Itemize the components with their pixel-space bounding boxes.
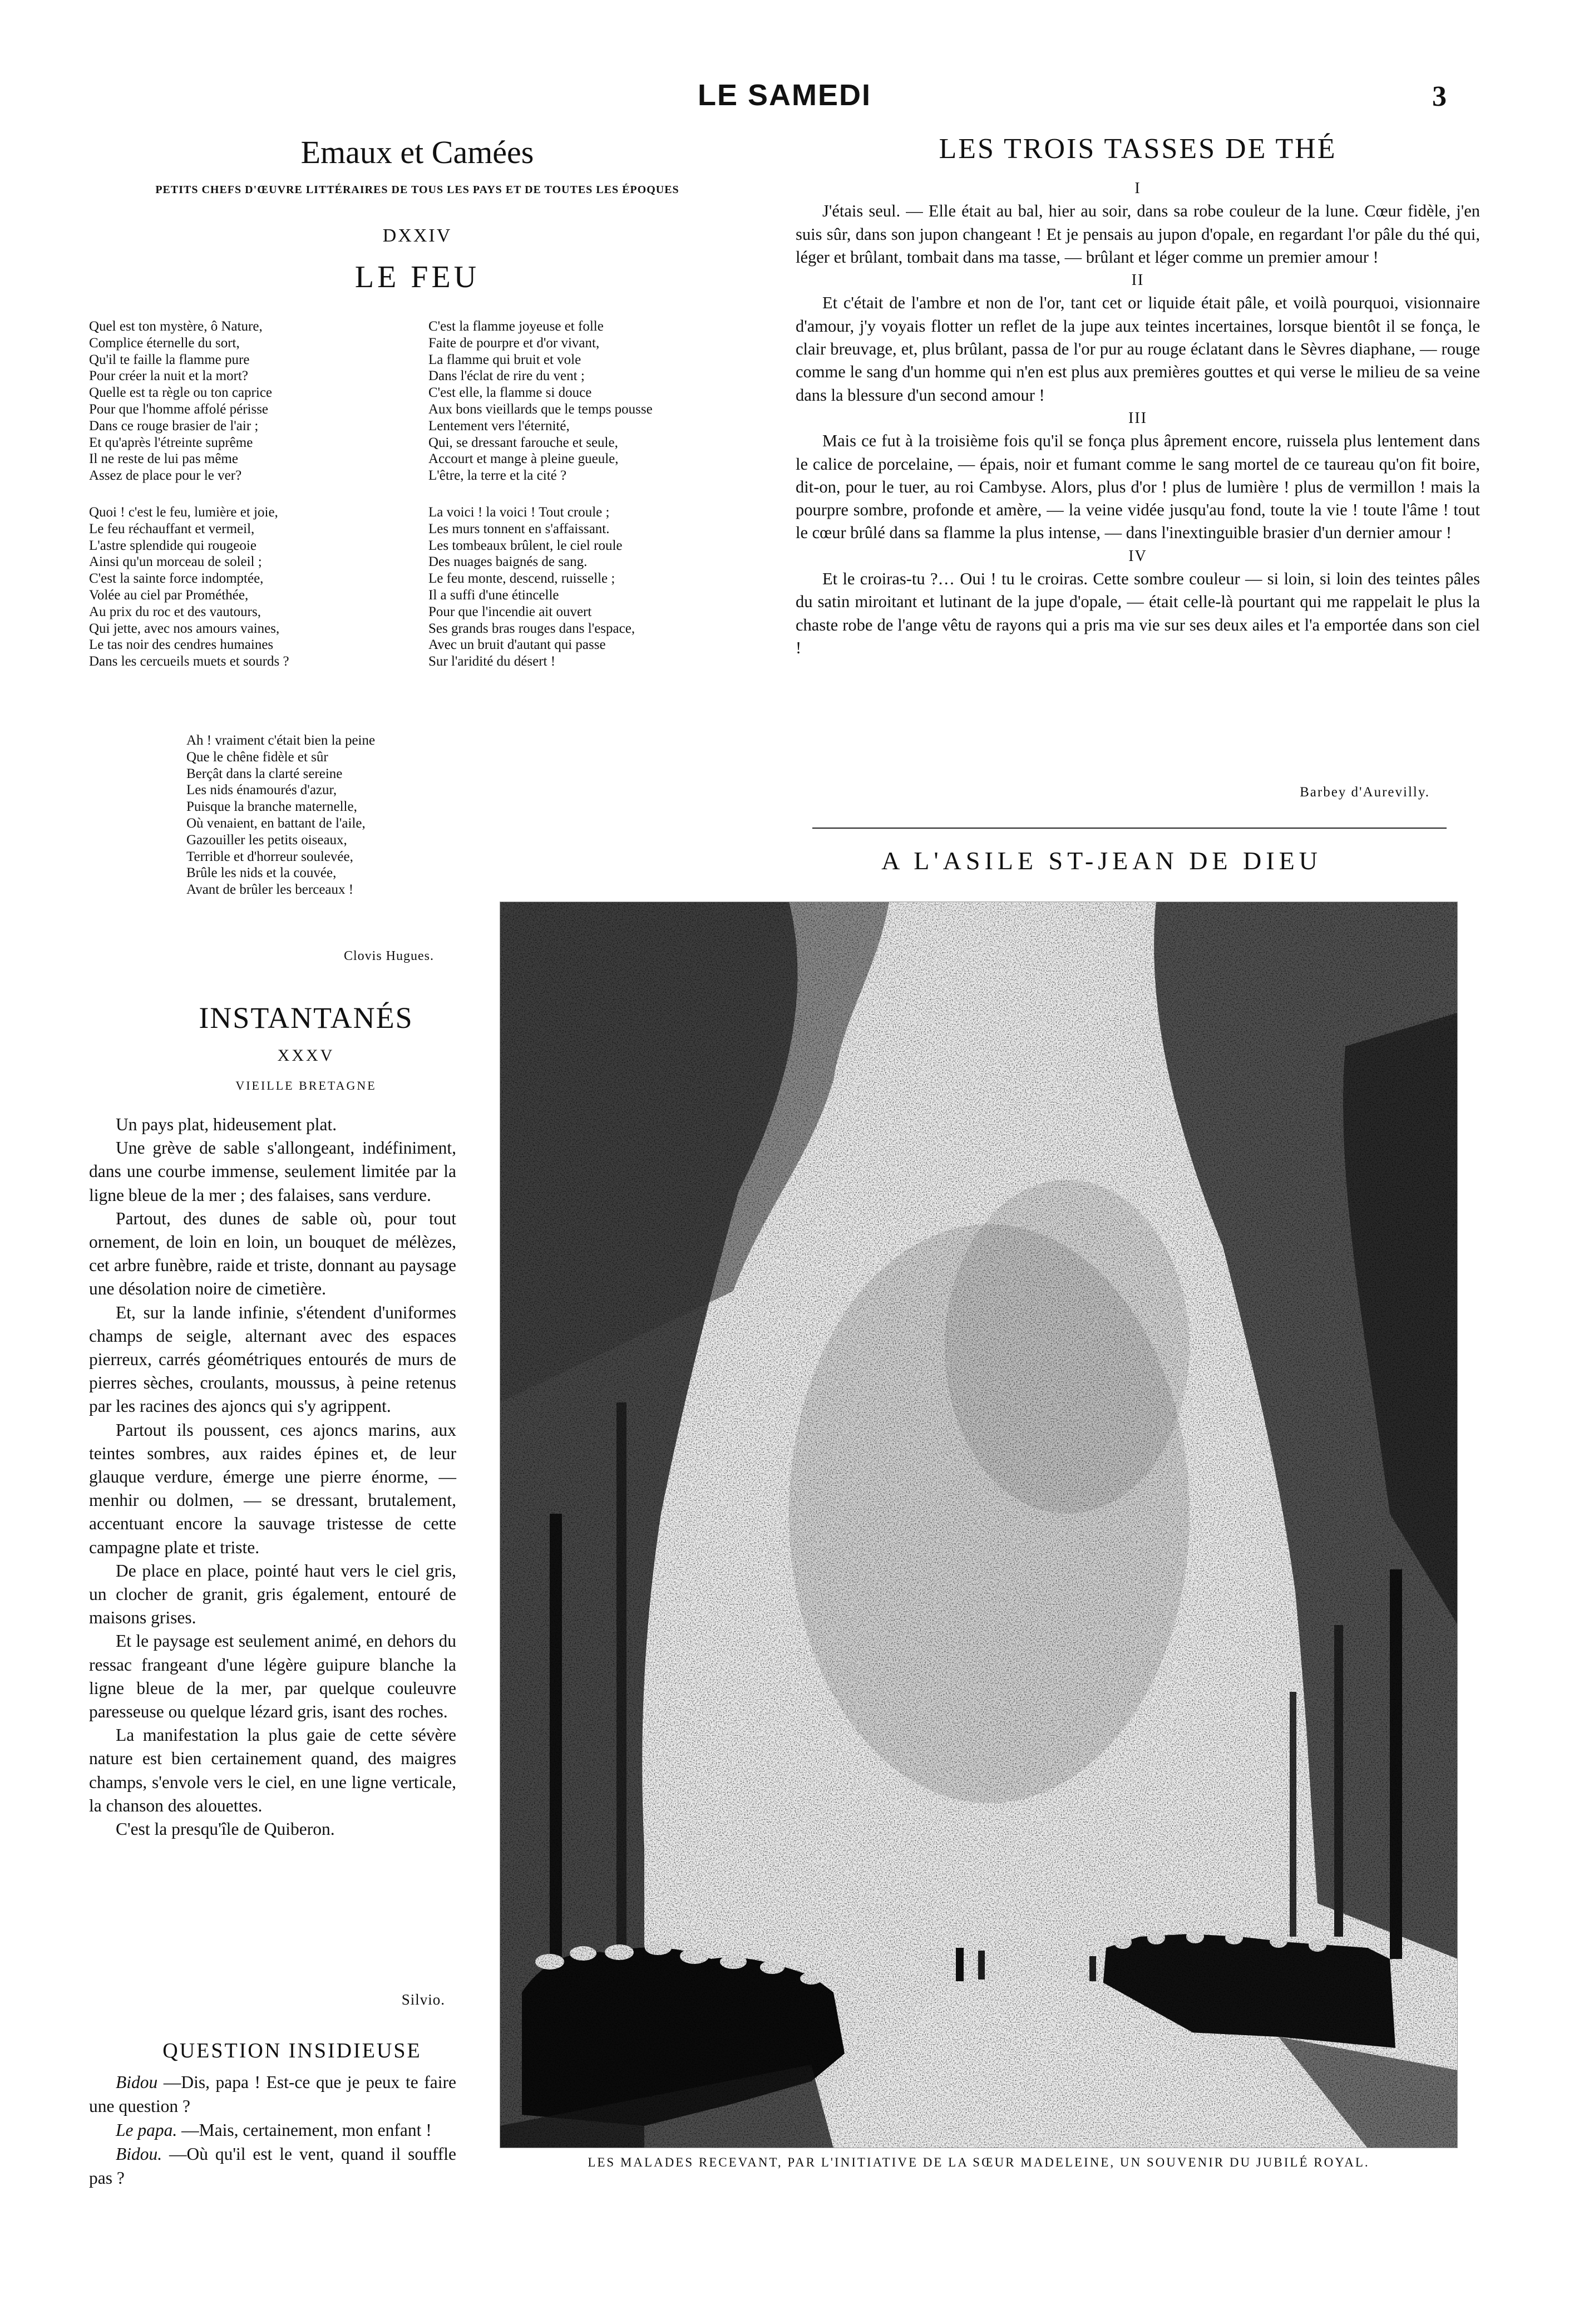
poem-final-stanza bbox=[186, 732, 520, 918]
question-dialogue bbox=[89, 2070, 456, 2190]
poem-line: Terrible et d'horreur soulevée, bbox=[186, 849, 353, 864]
dialogue-speaker: Bidou bbox=[116, 2072, 158, 2092]
paragraph: J'étais seul. — Elle était au bal, hier au soir, dans sa robe couleur de la lune. Cœur fidèle, j'en suis sûr, dans son jupon changeant ! Et je pensais au jupon d'opale, en regardant l'or pâle du thé qui, léger et brûlant, tombait dans ma tasse, — brûlant et léger comme un premier amour ! bbox=[796, 201, 1480, 267]
poem-line: Il ne reste de lui pas même bbox=[89, 451, 238, 467]
poem-line: Qui jette, avec nos amours vaines, bbox=[89, 621, 280, 636]
emaux-subtitle: PETITS CHEFS D'ŒUVRE LITTÉRAIRES DE TOUS LES PAYS ET DE TOUTES LES ÉPOQUES bbox=[155, 184, 679, 196]
poem-line: Avant de brûler les berceaux ! bbox=[186, 882, 354, 898]
poem-line: L'astre splendide qui rougeoie bbox=[89, 538, 256, 553]
paragraph: Mais ce fut à la troisième fois qu'il se fonça plus âprement encore, ruissela plus lentement dans le calice de porcelaine, — épais, noir et fumant comme le sang mortel de ce taureau qu'on fit boire, dit-on, pour le tuer, au roi Cambyse. Alors, plus d'or ! plus de lumière ! plus de vermillon ! mais la pourpre sombre, profonde et amère, — la veine vidée jusqu'au fond, toute la vie ! toute l'âme ! tout le cœur brûlé dans sa flamme la plus intense, — dans l'inextinguible brasier d'un dernier amour ! bbox=[796, 431, 1480, 543]
paragraph: C'est la presqu'île de Quiberon. bbox=[116, 1819, 335, 1839]
dialogue-text: —Où qu'il est le vent, quand il souffle pas ? bbox=[89, 2144, 456, 2188]
poem-line: Dans l'éclat de rire du vent ; bbox=[428, 368, 585, 384]
trois-tasses-title: LES TROIS TASSES DE THÉ bbox=[939, 133, 1337, 165]
poem-line: Avec un bruit d'autant qui passe bbox=[428, 637, 606, 653]
part-number: II bbox=[1131, 272, 1144, 289]
poem-line: Assez de place pour le ver? bbox=[89, 468, 242, 484]
asile-title: A L'ASILE ST-JEAN DE DIEU bbox=[881, 846, 1322, 875]
part-number: IV bbox=[1128, 547, 1147, 565]
poem-line: Où venaient, en battant de l'aile, bbox=[186, 815, 366, 831]
emaux-section-title: Emaux et Camées bbox=[300, 134, 534, 170]
question-title: QUESTION INSIDIEUSE bbox=[162, 2039, 422, 2062]
dialogue-speaker: Le papa. bbox=[116, 2120, 177, 2140]
poem-stanza bbox=[186, 732, 520, 898]
poem-stanza bbox=[428, 504, 762, 670]
poem-line: C'est elle, la flamme si douce bbox=[428, 385, 592, 401]
instantanes-text bbox=[89, 1113, 456, 1841]
poem-left-column bbox=[89, 318, 412, 690]
instantanes-signature: Silvio. bbox=[401, 1991, 445, 2008]
paragraph: Et, sur la lande infinie, s'étendent d'uniformes champs de seigle, alternant avec des espaces pierreux, carrés géométriques entourés de murs de pierres sèches, croulants, moussus, à peine retenus par les racines des ajoncs qui s'y agrippent. bbox=[89, 1302, 456, 1416]
dialogue-line bbox=[89, 2070, 456, 2118]
running-title: LE SAMEDI bbox=[697, 78, 872, 112]
poem-line: C'est la sainte force indomptée, bbox=[89, 571, 264, 587]
photo-caption: LES MALADES RECEVANT, PAR L'INITIATIVE DE LA SŒUR MADELEINE, UN SOUVENIR DU JUBILÉ ROYAL. bbox=[588, 2155, 1370, 2169]
poem-line: Le feu réchauffant et vermeil, bbox=[89, 521, 255, 536]
poem-line: Dans ce rouge brasier de l'air ; bbox=[89, 418, 259, 434]
poem-title: LE FEU bbox=[354, 260, 480, 294]
page-number: 3 bbox=[1432, 81, 1447, 112]
poem-line: Ainsi qu'un morceau de soleil ; bbox=[89, 554, 262, 570]
poem-line: Il a suffi d'une étincelle bbox=[428, 587, 559, 603]
poem-line: Qui, se dressant farouche et seule, bbox=[428, 435, 618, 450]
poem-stanza bbox=[89, 318, 412, 484]
trois-tasses-signature: Barbey d'Aurevilly. bbox=[1300, 785, 1430, 800]
poem-line: Qu'il te faille la flamme pure bbox=[89, 352, 250, 367]
poem-line: C'est la flamme joyeuse et folle bbox=[428, 319, 604, 334]
paragraph: Un pays plat, hideusement plat. bbox=[116, 1115, 337, 1134]
instantanes-number: XXXV bbox=[277, 1046, 335, 1065]
poem-line: Volée au ciel par Prométhée, bbox=[89, 587, 249, 603]
paragraph: La manifestation la plus gaie de cette sévère nature est bien certainement quand, des maigres champs, s'envole vers le ciel, en une ligne verticale, la chanson des alouettes. bbox=[89, 1725, 456, 1815]
trois-tasses-text bbox=[796, 177, 1480, 659]
paragraph: Une grève de sable s'allongeant, indéfiniment, dans une courbe immense, seulement limitée par la ligne bleue de la mer ; des falaises, sans verdure. bbox=[89, 1138, 456, 1205]
dialogue-text: —Dis, papa ! Est-ce que je peux te faire une question ? bbox=[89, 2072, 456, 2116]
poem-line: Les murs tonnent en s'affaissant. bbox=[428, 521, 610, 536]
poem-line: Quoi ! c'est le feu, lumière et joie, bbox=[89, 504, 278, 520]
poem-line: Quel est ton mystère, ô Nature, bbox=[89, 319, 263, 334]
poem-stanza bbox=[89, 504, 412, 670]
paragraph: Et le paysage est seulement animé, en dehors du ressac frangeant d'une légère guipure blanche la ligne bleue de la mer, par quelque couleuvre paresseuse ou quelque lézard gris, isant des roches. bbox=[89, 1631, 456, 1722]
poem-line: Berçât dans la clarté sereine bbox=[186, 766, 343, 781]
emaux-number: DXXIV bbox=[382, 225, 452, 246]
paragraph: Et le croiras-tu ?… Oui ! tu le croiras. Cette sombre couleur — si loin, si loin des teintes pâles du satin miroitant et lutinant de la jupe d'opale, — était celle-là pourtant qui me rappelait le plus la chaste robe de l'ange vêtu de rayons qui a pris ma vie sur ses deux ailes et l'a emportée dans son ciel ! bbox=[796, 569, 1480, 657]
poem-line: Ah ! vraiment c'était bien la peine bbox=[186, 733, 376, 748]
poem-line: Sur l'aridité du désert ! bbox=[428, 654, 556, 669]
paragraph: Partout ils poussent, ces ajoncs marins, aux teintes sombres, aux raides épines et, de leur glauque verdure, émerge une pierre énorme, — menhir ou dolmen, — se dressant, brutalement, accentuant encore la sauvage tristesse de cette campagne plate et triste. bbox=[89, 1420, 456, 1557]
poem-line: Ses grands bras rouges dans l'espace, bbox=[428, 621, 635, 636]
poem-line: Dans les cercueils muets et sourds ? bbox=[89, 654, 289, 669]
poem-line: Les tombeaux brûlent, le ciel roule bbox=[428, 538, 623, 553]
poem-line: Des nuages baignés de sang. bbox=[428, 554, 588, 570]
poem-line: Lentement vers l'éternité, bbox=[428, 418, 570, 434]
poem-line: Puisque la branche maternelle, bbox=[186, 799, 357, 815]
instantanes-subtitle: VIEILLE BRETAGNE bbox=[235, 1079, 377, 1092]
dialogue-line bbox=[89, 2118, 456, 2142]
paragraph: Et c'était de l'ambre et non de l'or, tant cet or liquide était pâle, et voilà pourquoi, visionnaire d'amour, j'y voyais flotter un reflet de la jupe aux teintes incertaines, lorsque bientôt il se fonça, le clair breuvage, et, plus brûlant, passa de l'or pur au rouge éclatant dans le Sèvres diaphane, — rouge comme le sang d'un homme qui n'en est plus aux premières gouttes et qui verse le milieu de sa veine dans la blessure d'un second amour ! bbox=[796, 293, 1480, 405]
section-divider bbox=[812, 828, 1447, 829]
poem-stanza bbox=[428, 318, 762, 484]
asile-photograph bbox=[500, 902, 1458, 2148]
poem-line: Complice éternelle du sort, bbox=[89, 335, 240, 351]
poem-line: Accourt et mange à pleine gueule, bbox=[428, 451, 619, 467]
paragraph: Partout, des dunes de sable où, pour tout ornement, de loin en loin, un bouquet de mélèzes, cet arbre funèbre, raide et triste, donnant au paysage une désolation noire de cimetière. bbox=[89, 1208, 456, 1299]
poem-line: Brûle les nids et la couvée, bbox=[186, 865, 337, 881]
poem-line: La flamme qui bruit et vole bbox=[428, 352, 581, 367]
part-number: III bbox=[1128, 409, 1147, 427]
poem-line: L'être, la terre et la cité ? bbox=[428, 468, 567, 484]
part-number: I bbox=[1134, 180, 1141, 197]
poem-line: Le tas noir des cendres humaines bbox=[89, 637, 274, 653]
poem-line: La voici ! la voici ! Tout croule ; bbox=[428, 504, 610, 520]
instantanes-title: INSTANTANÉS bbox=[199, 1001, 413, 1035]
poem-line: Au prix du roc et des vautours, bbox=[89, 604, 261, 619]
poem-line: Et qu'après l'étreinte suprême bbox=[89, 435, 253, 450]
dialogue-line bbox=[89, 2142, 456, 2190]
poem-line: Faite de pourpre et d'or vivant, bbox=[428, 335, 600, 351]
poem-signature: Clovis Hugues. bbox=[343, 949, 434, 963]
paragraph: De place en place, pointé haut vers le ciel gris, un clocher de granit, gris également, entouré de maisons grises. bbox=[89, 1560, 456, 1628]
poem-line: Quelle est ta règle ou ton caprice bbox=[89, 385, 273, 401]
poem-line: Gazouiller les petits oiseaux, bbox=[186, 832, 347, 848]
poem-right-column bbox=[428, 318, 762, 690]
poem-line: Le feu monte, descend, ruisselle ; bbox=[428, 571, 615, 587]
poem-line: Pour créer la nuit et la mort? bbox=[89, 368, 248, 384]
dialogue-speaker: Bidou. bbox=[116, 2144, 162, 2164]
poem-line: Les nids énamourés d'azur, bbox=[186, 782, 337, 798]
poem-line: Pour que l'homme affolé périsse bbox=[89, 401, 269, 417]
poem-line: Que le chêne fidèle et sûr bbox=[186, 749, 328, 765]
dialogue-text: —Mais, certainement, mon enfant ! bbox=[177, 2120, 432, 2140]
poem-line: Pour que l'incendie ait ouvert bbox=[428, 604, 592, 619]
poem-line: Aux bons vieillards que le temps pousse bbox=[428, 401, 653, 417]
